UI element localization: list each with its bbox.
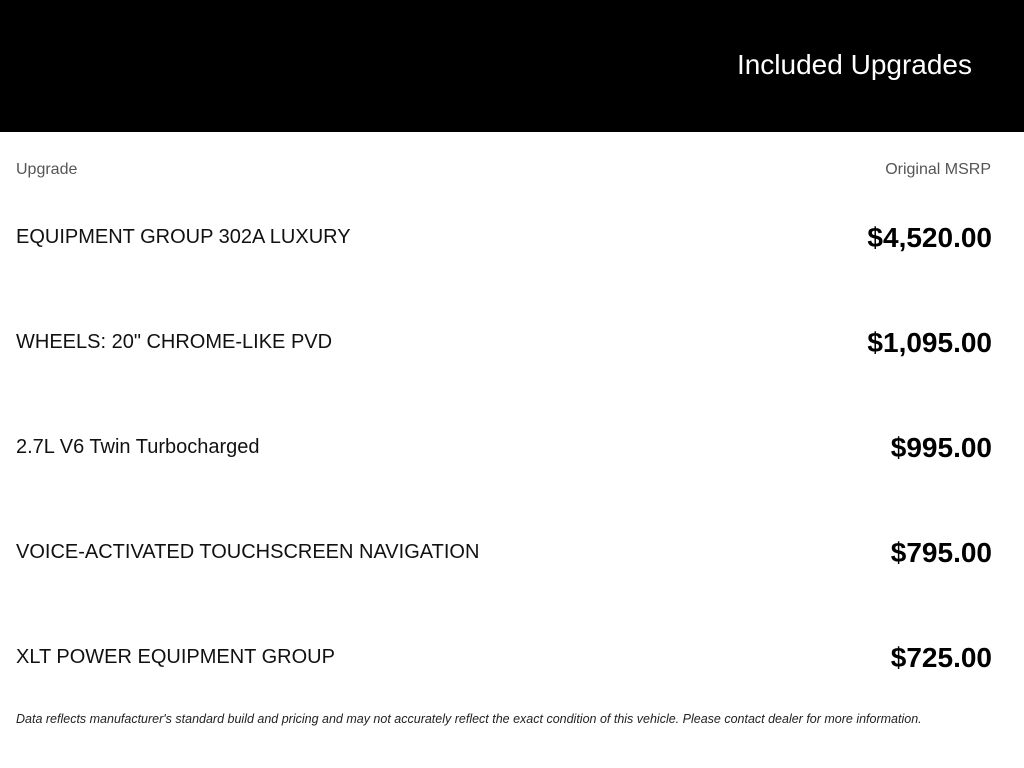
list-item	[16, 185, 992, 290]
list-item	[16, 290, 992, 395]
upgrade-price: $4,520.00	[867, 221, 992, 253]
disclaimer-text: Data reflects manufacturer's standard build and pricing and may not accurately reflect the exact condition of this vehicle. Please contact dealer for more information.	[16, 712, 922, 726]
page-title: Included Upgrades	[736, 49, 972, 80]
upgrade-name: 2.7L V6 Twin Turbocharged	[16, 436, 260, 458]
upgrade-price: $795.00	[890, 536, 992, 568]
upgrade-name: VOICE-ACTIVATED TOUCHSCREEN NAVIGATION	[16, 541, 480, 563]
list-item	[16, 605, 992, 710]
column-header-upgrade: Upgrade	[16, 161, 78, 178]
column-headers	[16, 160, 991, 180]
upgrade-name: EQUIPMENT GROUP 302A LUXURY	[16, 226, 351, 248]
upgrade-name: WHEELS: 20" CHROME-LIKE PVD	[16, 331, 333, 353]
header-banner	[0, 0, 1024, 132]
column-header-msrp: Original MSRP	[885, 161, 991, 178]
list-item	[16, 500, 992, 605]
upgrade-list	[16, 185, 992, 710]
upgrade-price: $725.00	[890, 641, 992, 673]
upgrade-name: XLT POWER EQUIPMENT GROUP	[16, 646, 335, 668]
upgrade-price: $1,095.00	[867, 326, 992, 358]
list-item	[16, 395, 992, 500]
upgrade-price: $995.00	[890, 431, 992, 463]
